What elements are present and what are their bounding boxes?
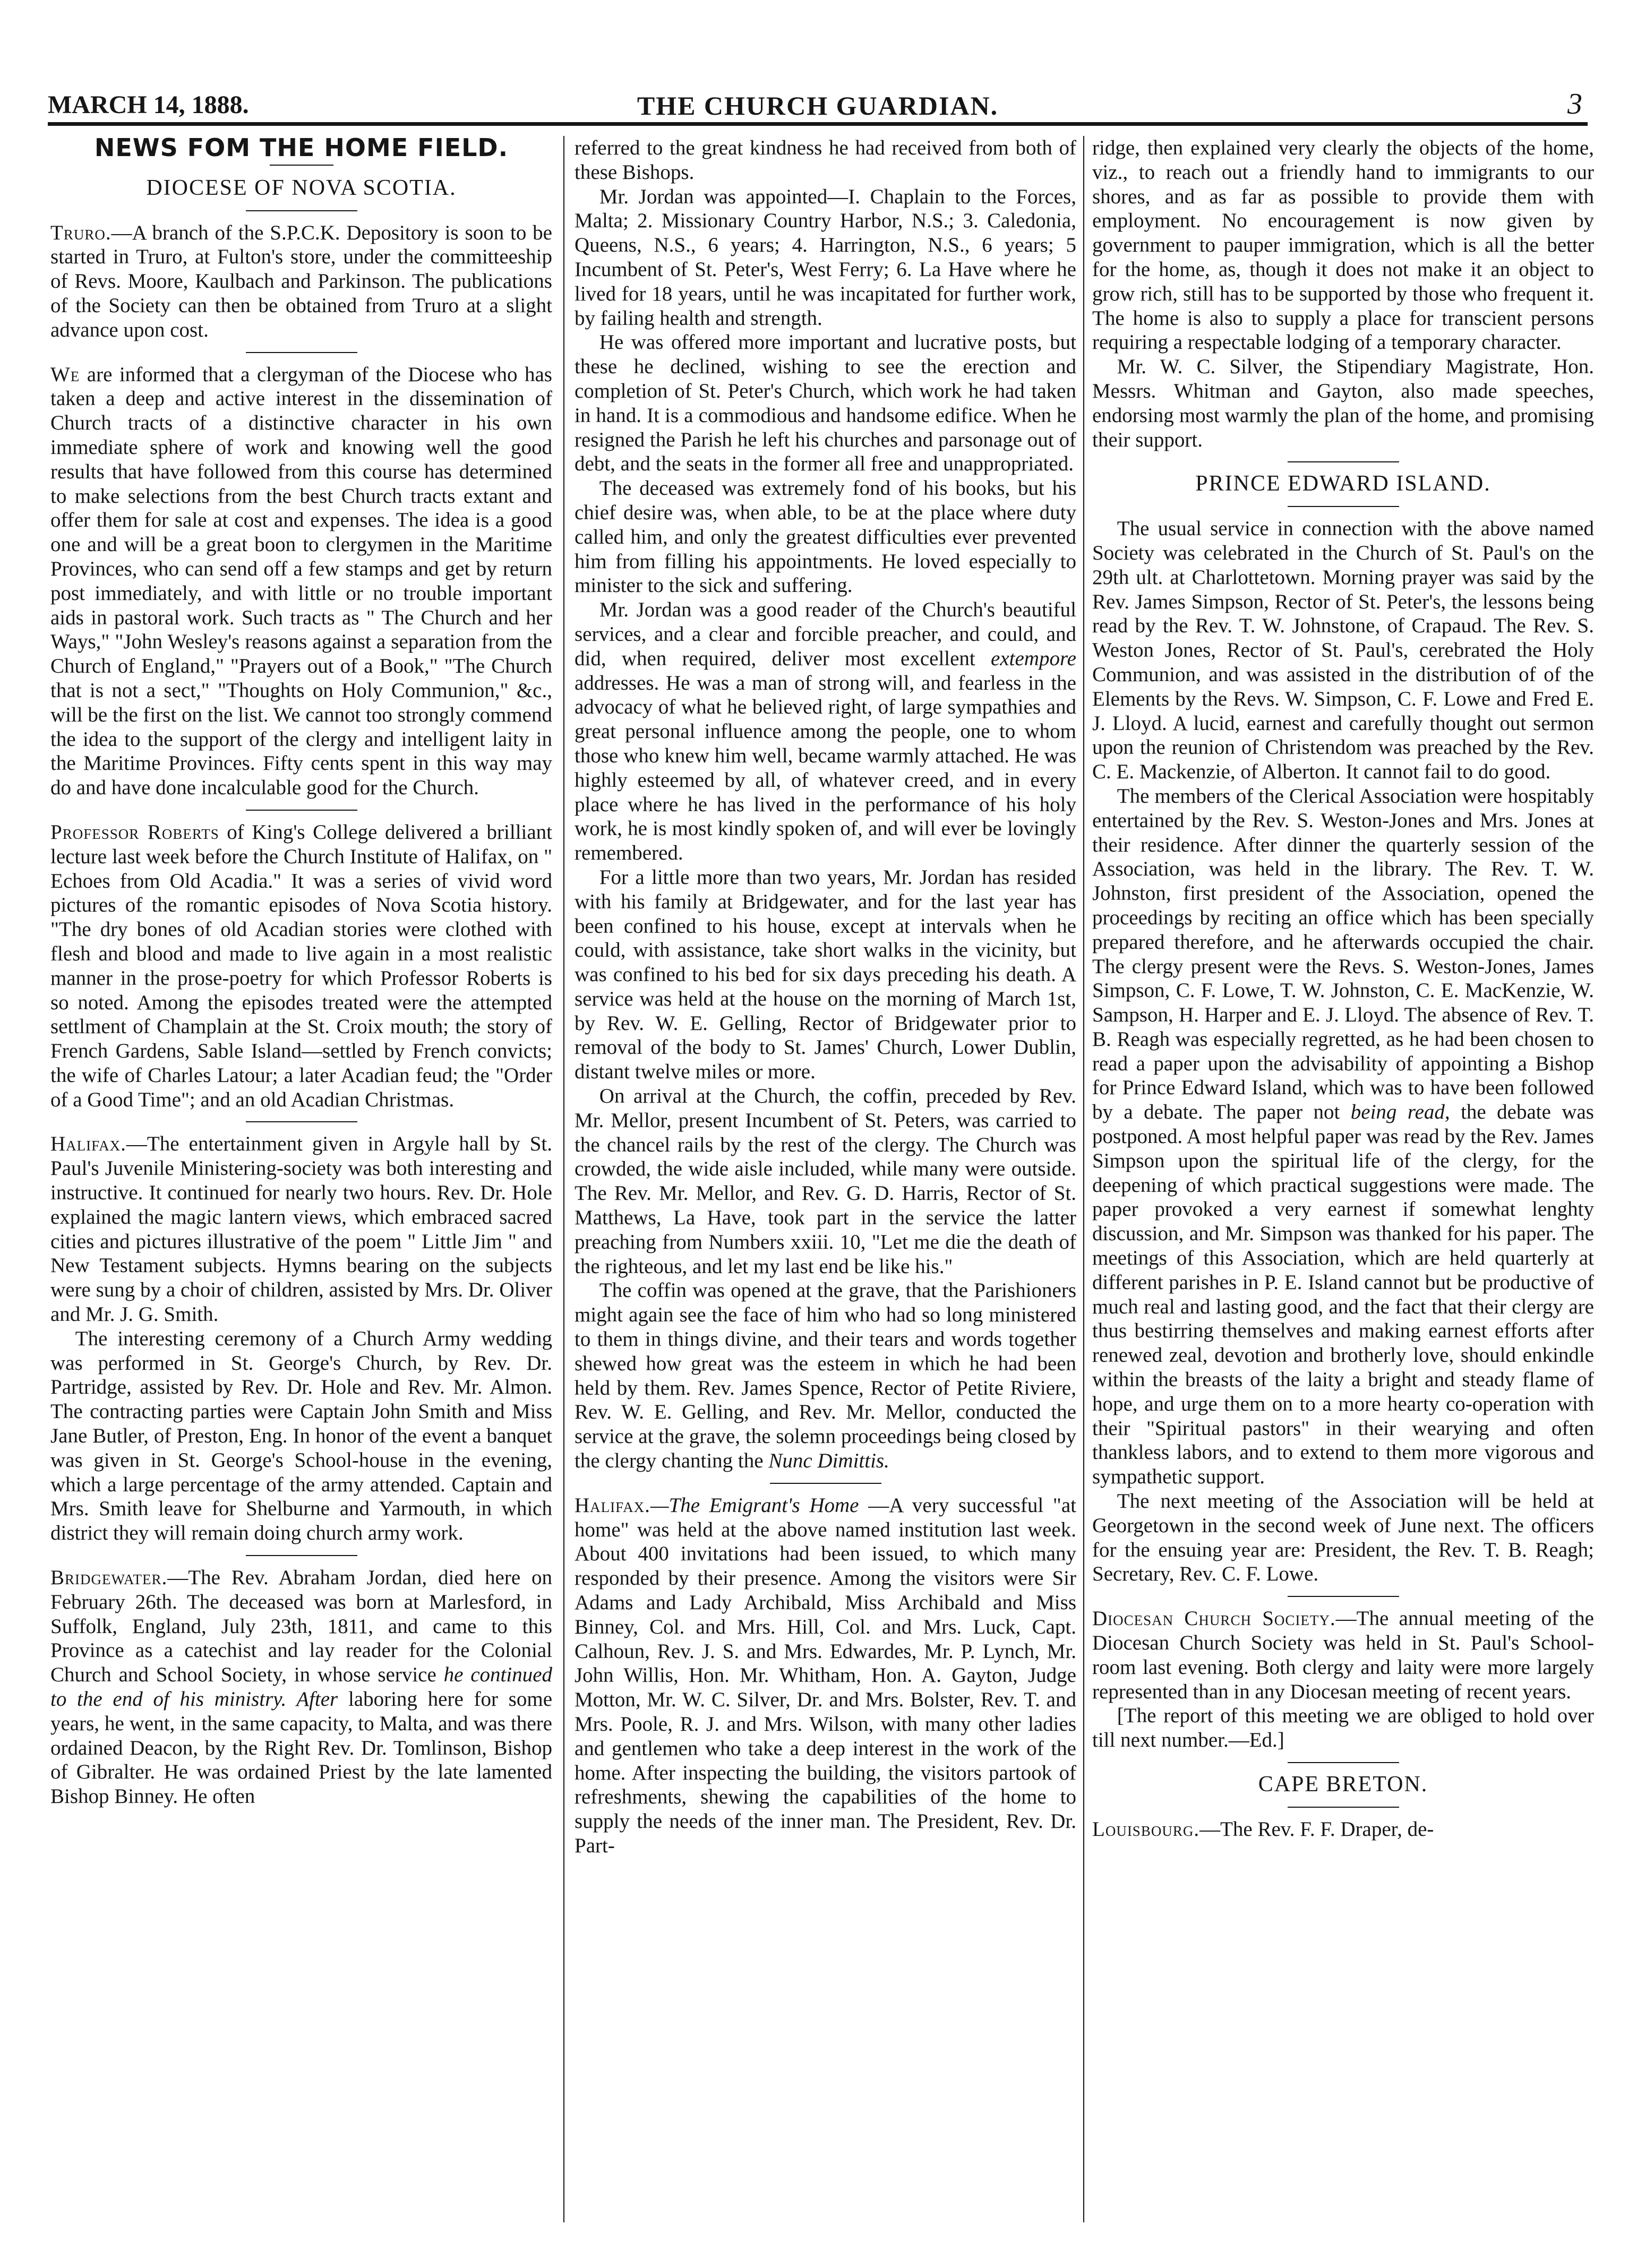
- diocese-heading: DIOCESE OF NOVA SCOTIA.: [146, 175, 457, 200]
- paragraph: The next meeting of the Association will be held at Georgetown in the second week of June next. The officers for the ensuing year are: President, the Rev. T. B. Reagh; Secretary, Rev. C. F. Lowe.: [1092, 1490, 1594, 1586]
- divider: [246, 210, 357, 211]
- article-halifax: Halifax.—The entertainment given in Argyle hall by St. Paul's Juvenile Ministering-society was both interesting and instructive. It continued for nearly two hours. Rev. Dr. Hole explained the magic lantern views, which embraced sacred cities and pictures illustrative of the poem " Little Jim " and New Testament subjects. Hymns bearing on the subjects were sung by a choir of children, assisted by Mrs. Dr. Oliver and Mr. J. G. Smith.: [50, 1132, 552, 1326]
- paragraph: The usual service in connection with the above named Society was celebrated in the Church of St. Paul's on the 29th ult. at Charlottetown. Morning prayer was said by the Rev. James Simpson, Rector of St. Peter's, the lessons being read by the Rev. T. W. Johnstone, of Crapaud. The Rev. S. Weston Jones, Rector of St. Paul's, cerebrated the Holy Communion, and was assisted in the distribution of of the Elements by the Revs. W. Simpson, C. F. Lowe and Fred E. J. Lloyd. A lucid, earnest and carefully thought out sermon upon the reunion of Christendom was preached by the Rev. C. E. Mackenzie, of Alberton. It cannot fail to do good.: [1092, 517, 1594, 784]
- article-louisbourg: Louisbourg.—The Rev. F. F. Draper, de-: [1092, 1817, 1434, 1841]
- divider: [246, 810, 357, 811]
- divider: [1288, 1807, 1399, 1808]
- paragraph: For a little more than two years, Mr. Jordan has resided with his family at Bridgewater, and for the last year has been confined to his house, except at intervals when he could, with assistance, take short walks in the vicinity, but was confined to his bed for six days preceding his death. A service was held at the house on the morning of March 1st, by Rev. W. E. Gelling, Rector of Bridgewater prior to removal of the body to St. James' Church, Lower Dublin, distant twelve miles or more.: [575, 865, 1076, 1084]
- issue-date: MARCH 14, 1888.: [48, 91, 249, 119]
- page-number: 3: [1567, 88, 1582, 121]
- divider: [1288, 506, 1399, 507]
- paragraph: The members of the Clerical Association were hospitably entertained by the Rev. S. Weston-Jones and Mrs. Jones at their residence. After dinner the quarterly session of the Association, was held in the library. The Rev. T. W. Johnston, first president of the Association, opened the proceedings by reciting an office which has been specially prepared therefore, and he afterwards occupied the chair. The clergy present were the Revs. S. Weston-Jones, James Simpson, C. F. Lowe, T. W. Johnston, C. E. MacKenzie, W. Sampson, H. Harper and E. J. Lloyd. The absence of Rev. T. B. Reagh was especially regretted, as he had been chosen to read a paper upon the advisability of appointing a Bishop for Prince Edward Island, which was to have been followed by a debate. The paper not being read, the debate was postponed. A most helpful paper was read by the Rev. James Simpson upon the spiritual life of the clergy, for the deepening of which practical suggestions were made. The paper provoked a very earnest if somewhat lenghty discussion, and Mr. Simpson was thanked for his paper. The meetings of this Association, which are held quarterly at different parishes in P. E. Island cannot but be productive of much real and lasting good, and the fact that their clergy are thus bestirring themselves and making earnest efforts after renewed zeal, devotion and brotherly love, should enkindle within the breasts of the laity a bright and steady flame of hope, and urge them on to a more hearty co-operation with their "Spiritual pastors" in their wearying and often thankless labors, and to extend to them more vigorous and sympathetic support.: [1092, 784, 1594, 1489]
- column-divider: [1083, 136, 1084, 2222]
- article-emigrants-home: Halifax.—The Emigrant's Home —A very successful "at home" was held at the above named institution last week. About 400 invitations had been issued, to which many responded by their presence. Among the visitors were Sir Adams and Lady Archibald, Miss Archibald and Miss Binney, Col. and Mrs. Hill, Col. and Mrs. Luck, Capt. Calhoun, Rev. J. S. and Mrs. Edwardes, Mr. P. Lynch, Mr. John Willis, Hon. Mr. Whitham, Hon. A. Gayton, Judge Motton, Mr. W. C. Silver, Dr. and Mrs. Bolster, Rev. T. and Mrs. Poole, R. J. and Mrs. Wilson, with many other ladies and gentlemen who take a deep interest in the work of the home. After inspecting the building, the visitors partook of refreshments, shewing the capabilities of the home to supply the needs of the inner man. The President, Rev. Dr. Part-: [575, 1493, 1076, 1857]
- article-bridgewater: Bridgewater.—The Rev. Abraham Jordan, died here on February 26th. The deceased was born at Marlesford, in Suffolk, England, July 23th, 1811, and came to this Province as a catechist and lay reader for the Colonial Church and School Society, in whose service he continued to the end of his ministry. After laboring here for some years, he went, in the same capacity, to Malta, and was there ordained Deacon, by the Right Rev. Dr. Tomlinson, Bishop of Gibralter. He was ordained Priest by the late lamented Bishop Binney. He often: [50, 1566, 552, 1808]
- divider: [246, 352, 357, 353]
- divider: [1288, 1762, 1399, 1763]
- divider: [770, 1483, 881, 1484]
- paragraph: Mr. Jordan was a good reader of the Church's beautiful services, and a clear and forcible preacher, and could, and did, when required, deliver most excellent extempore addresses. He was a man of strong will, and fearless in the advocacy of what he believed right, of large sympathies and great personal influence among the people, one to whom those who knew him well, became warmly attached. He was highly esteemed by all, of whatever creed, and in every place where he has lived in the performance of his holy work, he is most kindly spoken of, and will ever be lovingly remembered.: [575, 598, 1076, 865]
- paragraph: referred to the great kindness he had received from both of these Bishops.: [575, 136, 1076, 184]
- divider: [246, 1555, 357, 1556]
- article-truro: Truro.—A branch of the S.P.C.K. Depository is soon to be started in Truro, at Fulton's store, under the committeeship of Revs. Moore, Kaulbach and Parkinson. The publications of the Society can then be obtained from Truro at a slight advance upon cost.: [50, 221, 552, 341]
- column-divider: [563, 136, 564, 2222]
- cape-breton-heading: CAPE BRETON.: [1258, 1772, 1428, 1797]
- divider: [1288, 1596, 1399, 1597]
- paragraph: He was offered more important and lucrative posts, but these he declined, wishing to see the erection and completion of St. Peter's Church, which work he had taken in hand. It is a commodious and handsome edifice. When he resigned the Parish he left his churches and parsonage out of debt, and the seats in the former all free and unappropriated.: [575, 331, 1076, 476]
- pei-heading: PRINCE EDWARD ISLAND.: [1195, 471, 1491, 496]
- page-header: [48, 80, 1588, 126]
- editor-note: [The report of this meeting we are obliged to hold over till next number.—Ed.]: [1092, 1704, 1594, 1752]
- paragraph: On arrival at the Church, the coffin, preceded by Rev. Mr. Mellor, present Incumbent of St. Peters, was carried to the chancel rails by the rest of the clergy. The Church was crowded, the wide aisle included, while many were outside. The Rev. Mr. Mellor, and Rev. G. D. Harris, Rector of St. Matthews, La Have, took part in the service the latter preaching from Numbers xxiii. 10, "Let me die the death of the righteous, and let my last end be like his.": [575, 1085, 1076, 1278]
- paragraph: Mr. W. C. Silver, the Stipendiary Magistrate, Hon. Messrs. Whitman and Gayton, also made speeches, endorsing most warmly the plan of the home, and promising their support.: [1092, 355, 1594, 451]
- paragraph: ridge, then explained very clearly the objects of the home, viz., to reach out a friendly hand to immigrants to our shores, and as far as possible to provide them with employment. No encouragement is now given by government to pauper immigration, which is all the better for the home, as, though it does not make it an object to grow rich, still has to be supported by those who frequent it. The home is also to supply a place for transcient persons requiring a respectable lodging of a temporary character.: [1092, 136, 1594, 354]
- section-title: NEWS FOM THE HOME FIELD.: [94, 136, 509, 162]
- article-diocesan-society: Diocesan Church Society.—The annual meeting of the Diocesan Church Society was held in St. Paul's School-room last evening. Both clergy and laity were more largely represented than in any Diocesan meeting of recent years.: [1092, 1607, 1594, 1703]
- article-roberts: Professor Roberts of King's College delivered a brilliant lecture last week before the Church Institute of Halifax, on " Echoes from Old Acadia." It was a series of vivid word pictures of the romantic episodes of Nova Scotia history. "The dry bones of old Acadian stories were clothed with flesh and blood and made to live again in a most realistic manner in the prose-poetry for which Professor Roberts is so noted. Among the episodes treated were the attempted settlment of Champlain at the St. Croix mouth; the story of French Gardens, Sable Island—settled by French convicts; the wife of Charles Latour; a later Acadian feud; the "Order of a Good Time"; and an old Acadian Christmas.: [50, 820, 552, 1111]
- column-3: [1092, 136, 1594, 2222]
- divider: [270, 165, 333, 166]
- article-wedding: The interesting ceremony of a Church Army wedding was performed in St. George's Church, by Rev. Dr. Partridge, assisted by Rev. Dr. Hole and Rev. Mr. Almon. The contracting parties were Captain John Smith and Miss Jane Butler, of Preston, Eng. In honor of the event a banquet was given in St. George's School-house in the evening, which a large percentage of the army attended. Captain and Mrs. Smith leave for Shelburne and Yarmouth, in which district they will remain doing church army work.: [50, 1327, 552, 1545]
- newspaper-title: THE CHURCH GUARDIAN.: [637, 91, 999, 121]
- column-2: [575, 136, 1076, 2222]
- paragraph: The deceased was extremely fond of his books, but his chief desire was, when able, to be at the place where duty called him, and only the greatest difficulties ever prevented him from filling his appointments. He loved especially to minister to the sick and suffering.: [575, 477, 1076, 597]
- paragraph: The coffin was opened at the grave, that the Parishioners might again see the face of him who had so long ministered to them in things divine, and their tears and words together shewed how great was the esteem in which he had been held by them. Rev. James Spence, Rector of Petite Riviere, Rev. W. E. Gelling, and Rev. Mr. Mellor, conducted the service at the grave, the solemn proceedings being closed by the clergy chanting the Nunc Dimittis.: [575, 1279, 1076, 1473]
- column-1: [50, 136, 552, 2222]
- divider: [1288, 461, 1399, 462]
- paragraph: Mr. Jordan was appointed—I. Chaplain to the Forces, Malta; 2. Missionary Country Harbor, N.S.; 3. Caledonia, Queens, N.S., 6 years; 4. Harrington, N.S., 6 years; 5 Incumbent of St. Peter's, West Ferry; 6. La Have where he lived for 18 years, until he was incapitated for further work, by failing health and strength.: [575, 185, 1076, 330]
- article-tracts: We are informed that a clergyman of the Diocese who has taken a deep and active interest in the dissemination of Church tracts of a distinctive character in his own immediate sphere of work and knowing well the good results that have followed from this course has determined to make selections from the best Church tracts extant and offer them for sale at cost and expenses. The idea is a good one and will be a great boon to clergymen in the Maritime Provinces, who can send off a few stamps and get by return post immediately, and with little or no trouble important aids in pastoral work. Such tracts as " The Church and her Ways," "John Wesley's reasons against a separation from the Church of England," "Prayers out of a Book," "The Church that is not a sect," "Thoughts on Holy Communion," &c., will be the first on the list. We cannot too strongly commend the idea to the support of the clergy and intelligent laity in the Maritime Provinces. Fifty cents spent in this way may do and have done incalculable good for the Church.: [50, 363, 552, 800]
- divider: [246, 1121, 357, 1122]
